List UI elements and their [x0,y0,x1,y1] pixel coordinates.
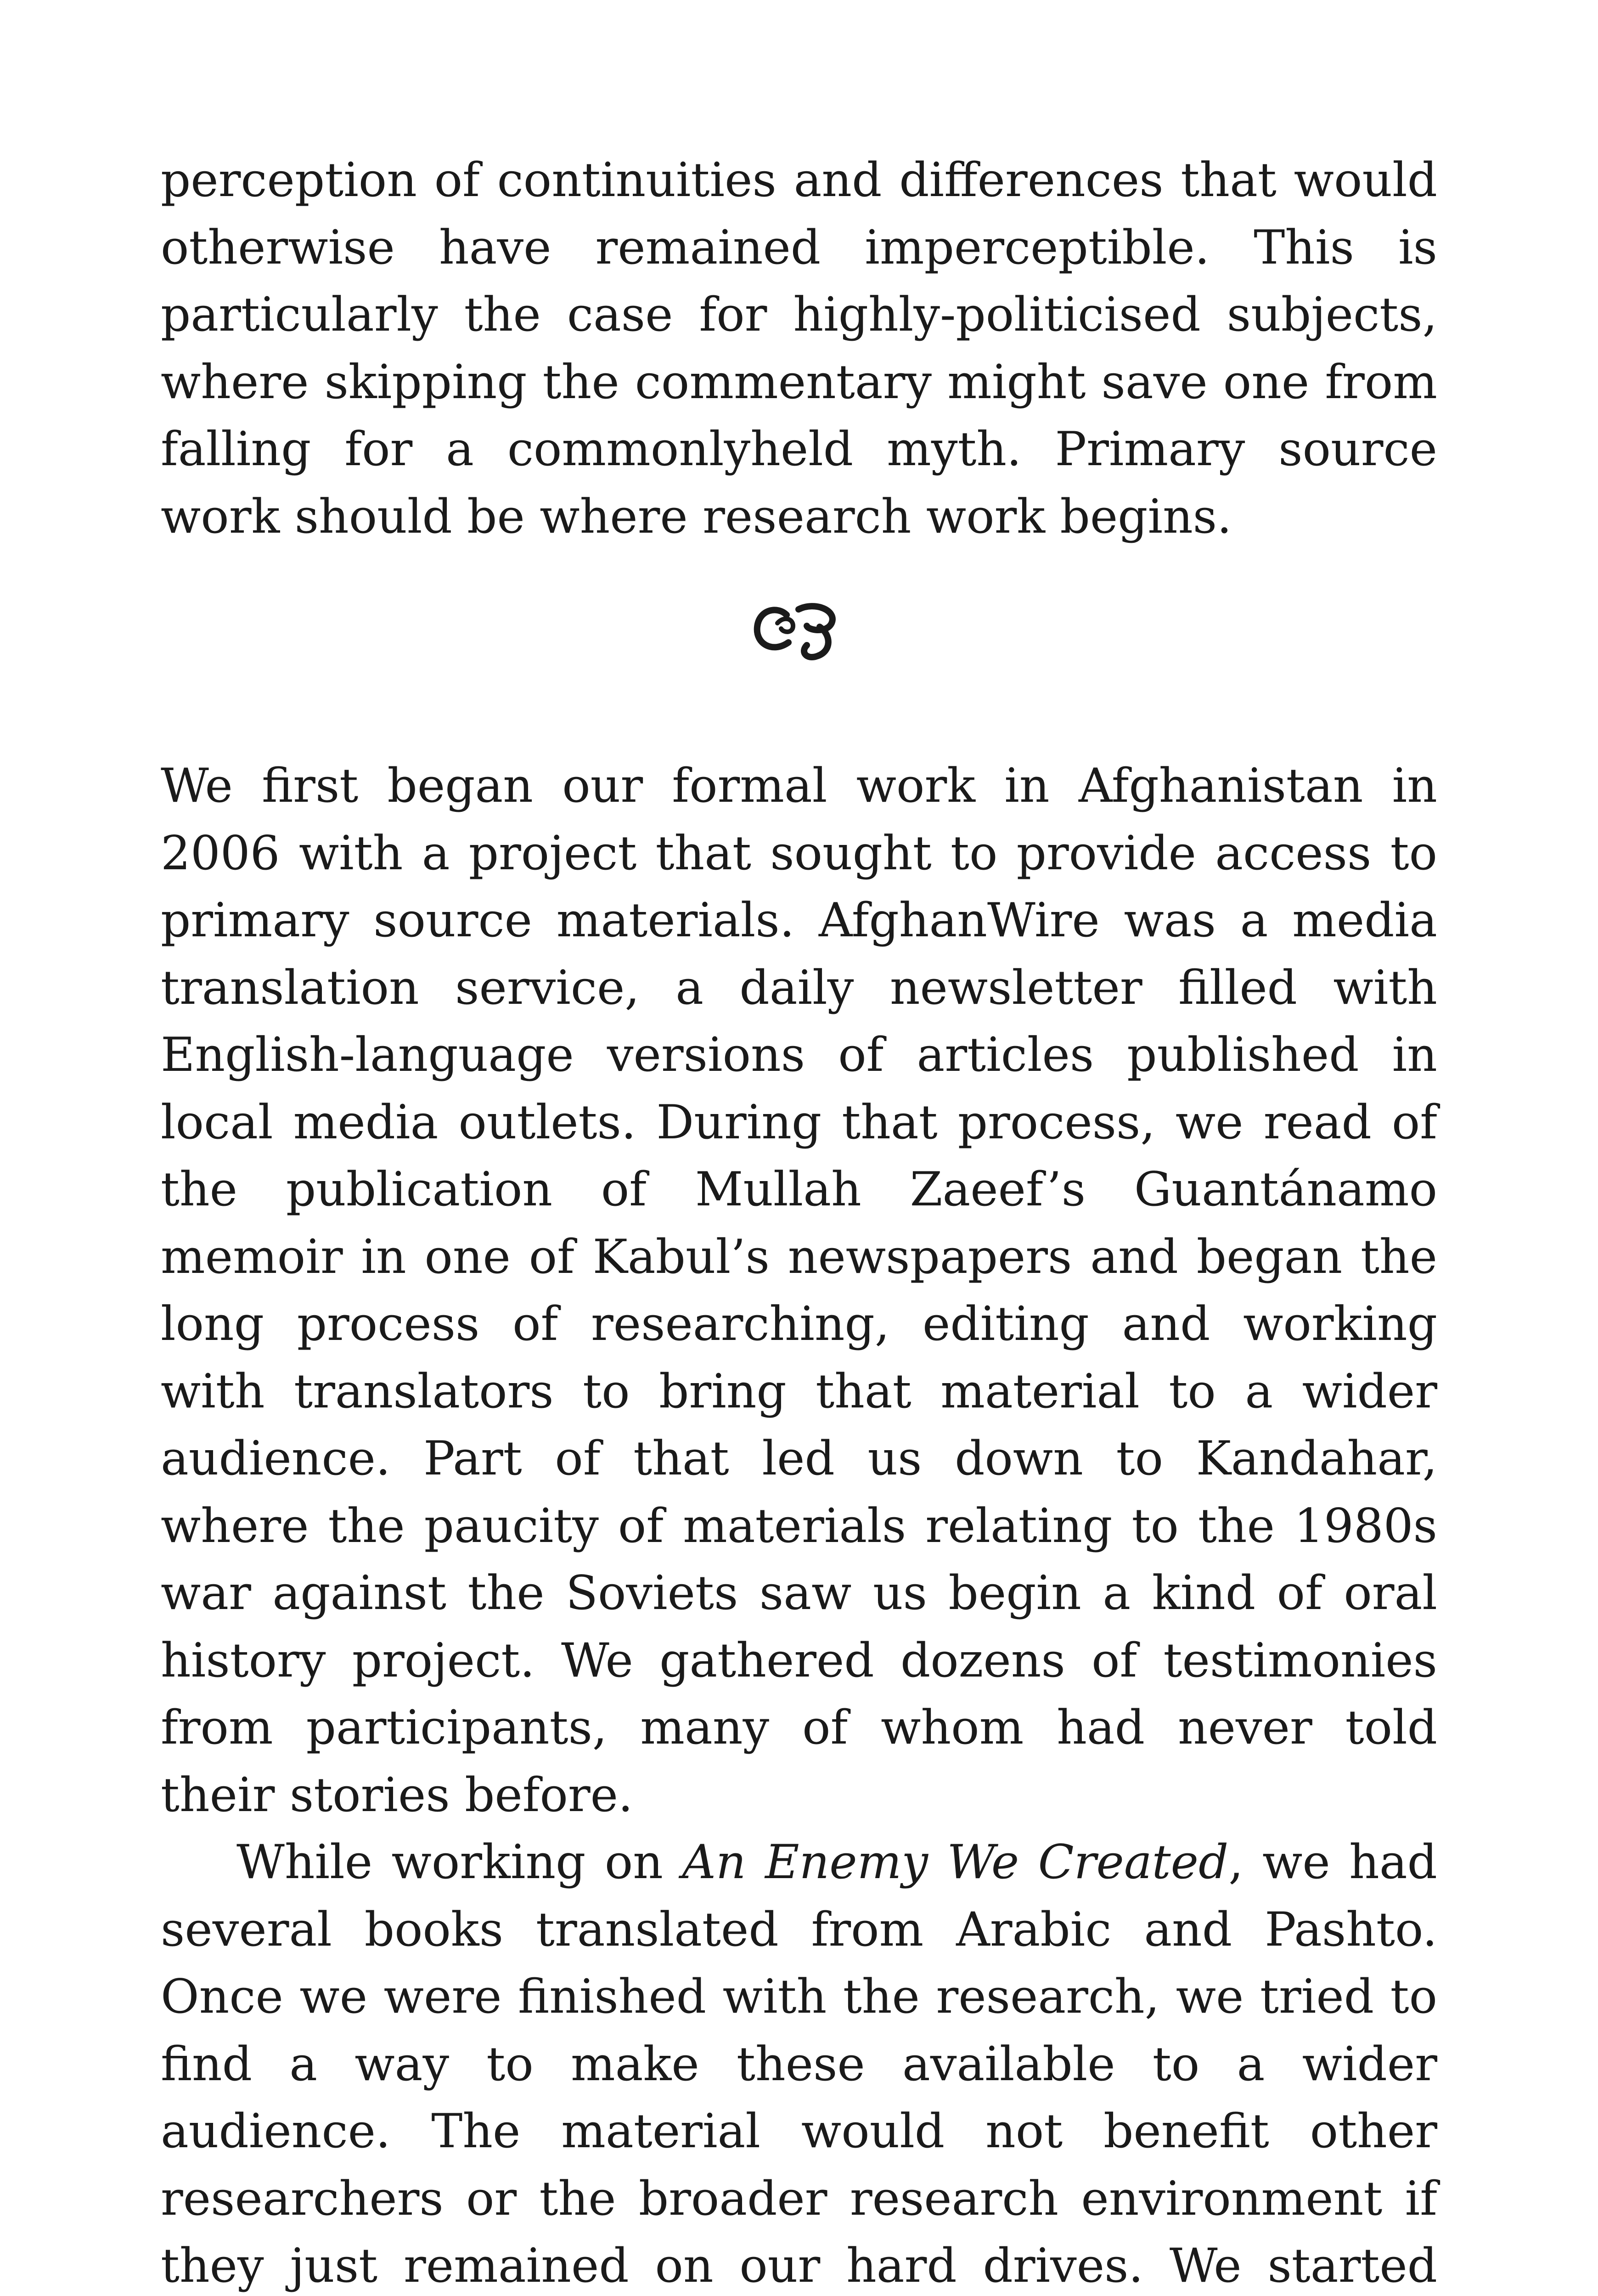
paragraph-first-draft-publishing [161,1829,1437,2296]
section-break [161,551,1437,753]
paragraph-text: While working on [236,1835,682,1890]
paragraph-continuation: perception of continuities and differences that would otherwise have remained imperceptible. This is particularly the case for highly-politicised subjects, where skipping the commentary might save one from falling for a commonlyheld myth. Primary source work should be where research work begins. [161,153,1437,544]
page-body [161,147,1437,2296]
section-break-ornament-icon [751,597,843,661]
book-title-italic: An Enemy We Created [682,1835,1229,1890]
paragraph-text: , we had several books translated from Arabic and Pashto. Once we were finished with the research, we tried to find a way to make these available to a wider audience. The material would not benefit other researchers or the broader research environment if they just remained on our hard drives. We started [161,1835,1437,2293]
paragraph-afghanwire: We first began our formal work in Afghanistan in 2006 with a project that sought to provide access to primary source materials. AfghanWire was a media translation service, a daily newsletter filled with English-language versions of articles published in local media outlets. During that process, we read of the publication of Mullah Zaeef’s Guantánamo memoir in one of Kabul’s newspapers and began the long process of researching, editing and working with translators to bring that material to a wider audience. Part of that led us down to Kandahar, where the paucity of materials relating to the 1980s war against the Soviets saw us begin a kind of oral history project. We gathered dozens of testimonies from participants, many of whom had never told their stories before. [161,759,1437,1823]
